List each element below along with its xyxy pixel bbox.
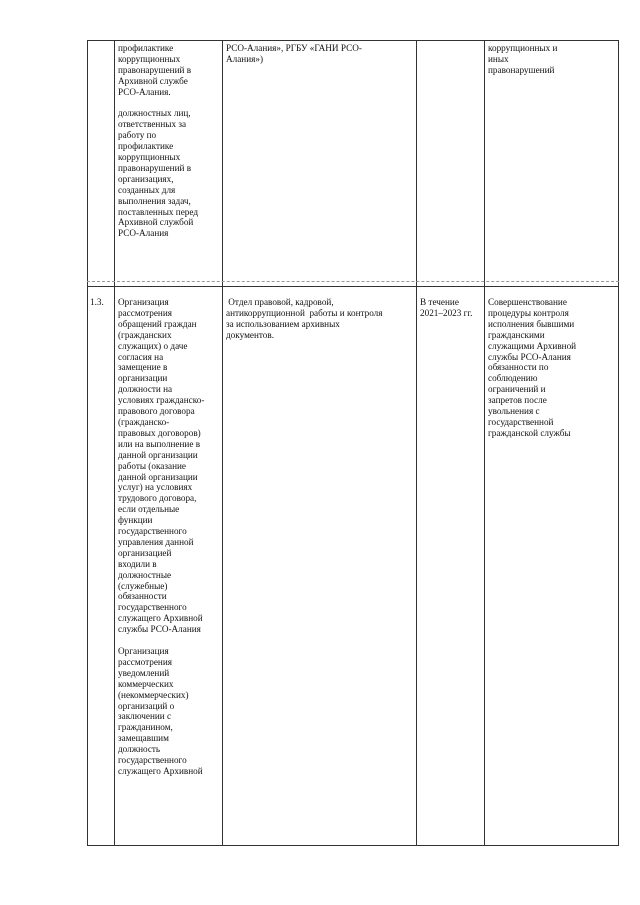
text-line: коррупционных и (488, 43, 558, 53)
text-line: государственной (488, 416, 554, 427)
text-line: (гражданских (118, 329, 172, 340)
text-line: работу по (118, 130, 157, 141)
text-line: управления данной (118, 536, 194, 547)
text-line: коррупционных (118, 152, 181, 163)
text-line: Отдел правовой, кадровой, (226, 297, 334, 307)
text-line: гражданскими (488, 329, 545, 340)
text-line: рассмотрения (118, 656, 172, 667)
row2-deadline-text (420, 297, 482, 319)
text-line: государственного (118, 526, 187, 537)
text-line: профилактике (118, 141, 174, 152)
text-line: ограничений и (488, 384, 546, 395)
column-divider-1 (114, 40, 115, 846)
text-line: поставленных перед (118, 206, 199, 217)
text-line: функции (118, 515, 153, 526)
text-line: (некоммерческих) (118, 689, 189, 700)
text-line: иных (488, 53, 509, 64)
text-line: (гражданско- (118, 416, 170, 427)
text-line: условиях гражданско- (118, 395, 205, 406)
text-line: 2021–2023 гг. (420, 307, 473, 318)
text-line: должностные (118, 569, 172, 580)
text-line: служащего Архивной (118, 765, 203, 776)
text-line: или на выполнение в (118, 438, 201, 449)
text-line: гражданской службы (488, 427, 571, 438)
text-line: служащими Архивной (488, 340, 577, 351)
text-line: организацией (118, 547, 172, 558)
text-line: должность (118, 744, 161, 755)
text-line: выполнения задач, (118, 195, 191, 206)
text-line: согласия на (118, 351, 164, 362)
text-line: Совершенствование (488, 297, 567, 307)
table-border-top (87, 40, 619, 41)
text-line: службы РСО-Алания (118, 624, 201, 635)
text-line: обращений граждан (118, 318, 197, 329)
text-line: входили в (118, 558, 157, 569)
text-line: службы РСО-Алания (488, 351, 571, 362)
text-line: коррупционных (118, 53, 181, 64)
text-line: антикоррупционной работы и контроля (226, 307, 383, 318)
table-border-right (618, 40, 619, 846)
column-divider-2 (222, 40, 223, 846)
text-line: увольнения с (488, 406, 540, 417)
text-line: уведомлений (118, 667, 170, 678)
text-line: профилактике (118, 43, 174, 53)
text-line: созданных для (118, 184, 176, 195)
text-line: гражданином, (118, 722, 173, 733)
text-line: РСО-Алания (118, 228, 169, 239)
text-line: запретов после (488, 395, 547, 406)
table-border-bottom (87, 845, 619, 846)
text-line: замещавшим (118, 733, 169, 744)
row2-result-text (488, 297, 616, 439)
text-line: соблюдению (488, 373, 538, 384)
row1-result-text (488, 43, 616, 76)
row-separator-dashed (87, 281, 619, 282)
text-line: обязанности (118, 591, 167, 602)
row2-number: 1.3. (90, 297, 104, 307)
text-line: служащих) о даче (118, 340, 188, 351)
text-line (118, 635, 220, 646)
column-divider-3 (416, 40, 417, 846)
row2-measure-text (118, 297, 220, 777)
text-line: исполнения бывшими (488, 318, 575, 329)
text-line: документов. (226, 329, 275, 340)
row2-executors-text (226, 297, 414, 341)
text-line: Алания») (226, 53, 264, 64)
text-line: (служебные) (118, 580, 168, 591)
text-line: РСО-Алания. (118, 86, 171, 97)
text-line: Организация (118, 297, 169, 307)
text-line: рассмотрения (118, 307, 172, 318)
text-line: государственного (118, 755, 187, 766)
row1-measure-text (118, 43, 220, 239)
text-line: услуг) на условиях (118, 482, 193, 493)
text-line: правонарушений в (118, 162, 192, 173)
text-line: правонарушений в (118, 64, 192, 75)
text-line: должностных лиц, (118, 108, 191, 119)
text-line: Архивной службой (118, 217, 194, 228)
text-line: коммерческих (118, 678, 174, 689)
text-line: государственного (118, 602, 187, 613)
text-line: служащего Архивной (118, 613, 203, 624)
text-line: РСО-Алания», РГБУ «ГАНИ РСО- (226, 43, 362, 53)
text-line: правового договора (118, 406, 195, 417)
text-line: организаций о (118, 700, 175, 711)
text-line: правовых договоров) (118, 427, 201, 438)
document-table (87, 40, 619, 846)
text-line: Организация (118, 645, 169, 656)
text-line: данной организации (118, 449, 198, 460)
text-line: организации (118, 373, 168, 384)
text-line: ответственных за (118, 119, 187, 130)
text-line: правонарушений (488, 64, 555, 75)
text-line: за использованием архивных (226, 318, 340, 329)
column-divider-4 (484, 40, 485, 846)
text-line: Архивной службе (118, 75, 188, 86)
table-border-left (87, 40, 88, 846)
text-line: работы (оказание (118, 460, 186, 471)
text-line: трудового договора, (118, 493, 197, 504)
text-line: заключении с (118, 711, 172, 722)
text-line: должности на (118, 384, 173, 395)
text-line: если отдельные (118, 504, 180, 515)
text-line: В течение (420, 297, 459, 307)
text-line: обязанности по (488, 362, 549, 373)
row-separator (87, 286, 619, 287)
text-line: организациях, (118, 173, 174, 184)
text-line: процедуры контроля (488, 307, 569, 318)
text-line (118, 98, 220, 109)
text-line: замещение в (118, 362, 168, 373)
row1-executors-text (226, 43, 414, 65)
text-line: данной организации (118, 471, 198, 482)
